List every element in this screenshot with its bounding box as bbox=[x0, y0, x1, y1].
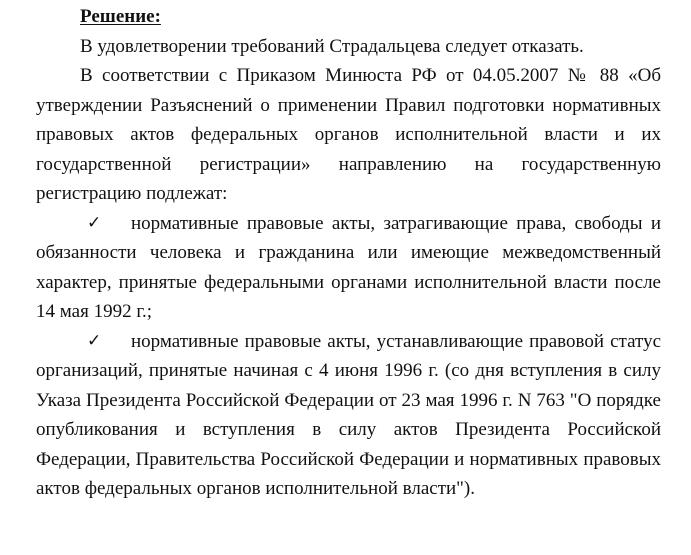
bullet-item bbox=[36, 209, 661, 327]
checkmark-icon: ✓ bbox=[87, 330, 102, 351]
bullet-text: нормативные правовые акты, затрагивающие права, свободы и обязанности человека и гражданина или имеющие межведомственный характер, принятые федеральными органами исполнительной власти после 14 мая 1992 г.; bbox=[36, 212, 661, 322]
bullet-text: нормативные правовые акты, устанавливающие правовой статус организаций, принятые начиная с 4 июня 1996 г. (со дня вступления в силу Указа Президента Российской Федерации от 23 мая 1996 г. N 763 "О порядке опубликования и вступления в силу актов Президента Российской Федерации, Правительства Российской Федерации и нормативных правовых актов федеральных органов исполнительной власти"). bbox=[36, 330, 661, 499]
bullet-item bbox=[36, 327, 661, 504]
checkmark-icon: ✓ bbox=[87, 212, 102, 233]
section-heading: Решение: bbox=[80, 6, 161, 27]
paragraph-legal-basis: В соответствии с Приказом Минюста РФ от 04.05.2007 № 88 «Об утверждении Разъяснений о применении Правил подготовки нормативных правовых актов федеральных органов исполнительной власти и их государственной регистрации» направлению на государственную регистрацию подлежат: bbox=[36, 65, 661, 204]
paragraph-refusal: В удовлетворении требований Страдальцева следует отказать. bbox=[80, 35, 584, 57]
